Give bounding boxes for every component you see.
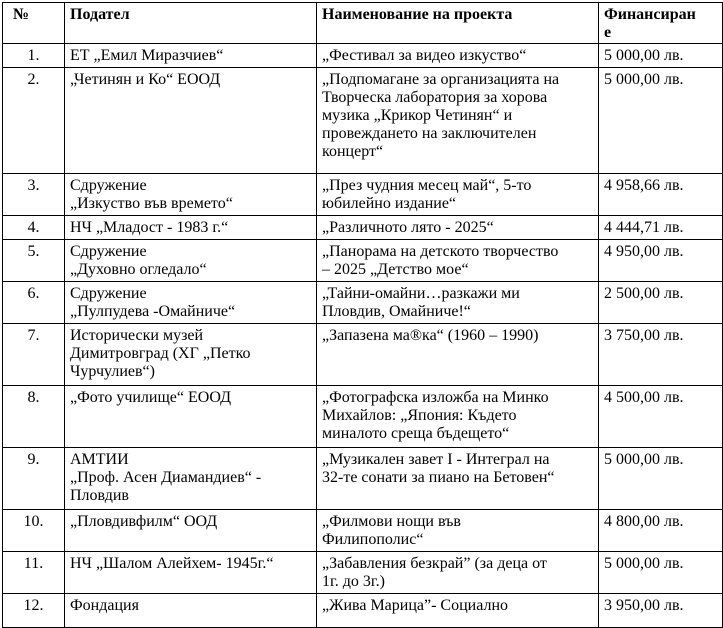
funding-amount-cell: 5 000,00 лв. [599,44,723,68]
project-name-cell: „Различното лято - 2025“ [317,216,599,240]
table-row [3,386,723,448]
row-number: 11. [3,552,65,594]
row-number: 8. [3,386,65,448]
table-row [3,448,723,510]
applicant-cell: НЧ „Шалом Алейхем- 1945г.“ [65,552,317,594]
applicant-cell: „Фото училище“ ЕООД [65,386,317,448]
applicant-cell: НЧ „Младост - 1983 г.“ [65,216,317,240]
funding-table-body [3,3,723,628]
applicant-cell: Фондация [65,594,317,628]
project-name-cell: „Забавления безкрай” (за деца от 1г. до 3г.) [317,552,599,594]
project-name-cell: „Тайни-омайни…разкажи ми Пловдив, Омайниче!“ [317,282,599,324]
row-number: 7. [3,324,65,386]
funding-amount-cell: 3 950,00 лв. [599,594,723,628]
project-name-cell: „Филмови нощи във Филипополис“ [317,510,599,552]
applicant-cell: Сдружение „Духовно огледало“ [65,240,317,282]
header-row [3,3,723,44]
table-row [3,216,723,240]
table-row [3,594,723,628]
applicant-cell: АМТИИ „Проф. Асен Диамандиев“ - Пловдив [65,448,317,510]
funding-amount-cell: 4 500,00 лв. [599,386,723,448]
table-row [3,552,723,594]
project-name-cell: „През чудния месец май“, 5-то юбилейно издание“ [317,174,599,216]
row-number: 9. [3,448,65,510]
applicant-cell: „Четинян и Ко“ ЕООД [65,68,317,174]
row-number: 5. [3,240,65,282]
applicant-cell: „Пловдивфилм“ ООД [65,510,317,552]
project-name-cell: „Подпомагане за организацията на Творческа лаборатория за хорова музика „Крикор Четинян“ и провеждането на заключителен концерт“ [317,68,599,174]
funding-amount-cell: 5 000,00 лв. [599,448,723,510]
project-name-cell: „Фестивал за видео изкуство“ [317,44,599,68]
row-number: 12. [3,594,65,628]
row-number: 2. [3,68,65,174]
header-number: № [3,3,65,44]
row-number: 1. [3,44,65,68]
funding-amount-cell: 4 444,71 лв. [599,216,723,240]
row-number: 6. [3,282,65,324]
funding-table [2,2,723,628]
project-name-cell: „Фотографска изложба на Минко Михайлов: „Япония: Където миналото среща бъдещето“ [317,386,599,448]
funding-amount-cell: 4 800,00 лв. [599,510,723,552]
project-name-cell: „Музикален завет I - Интеграл на 32-те сонати за пиано на Бетовен“ [317,448,599,510]
applicant-cell: Сдружение „Изкуство във времето“ [65,174,317,216]
funding-amount-cell: 4 950,00 лв. [599,240,723,282]
table-row [3,68,723,174]
row-number: 4. [3,216,65,240]
project-name-cell: „Жива Марица”- Социално [317,594,599,628]
project-name-cell: „Панорама на детското творчество – 2025 „Детство мое“ [317,240,599,282]
table-row [3,44,723,68]
table-row [3,282,723,324]
project-name-cell: „Запазена ма®ка“ (1960 – 1990) [317,324,599,386]
funding-amount-cell: 3 750,00 лв. [599,324,723,386]
header-project-name: Наименование на проекта [317,3,599,44]
funding-amount-cell: 2 500,00 лв. [599,282,723,324]
applicant-cell: ЕТ „Емил Миразчиев“ [65,44,317,68]
table-row [3,510,723,552]
funding-amount-cell: 4 958,66 лв. [599,174,723,216]
table-row [3,174,723,216]
row-number: 10. [3,510,65,552]
applicant-cell: Исторически музей Димитровград (ХГ „Петко Чурчулиев“) [65,324,317,386]
row-number: 3. [3,174,65,216]
table-row [3,240,723,282]
header-applicant: Подател [65,3,317,44]
funding-amount-cell: 5 000,00 лв. [599,68,723,174]
header-funding: Финансиран е [599,3,723,44]
applicant-cell: Сдружение „Пулпудева -Омайниче“ [65,282,317,324]
table-row [3,324,723,386]
funding-amount-cell: 5 000,00 лв. [599,552,723,594]
